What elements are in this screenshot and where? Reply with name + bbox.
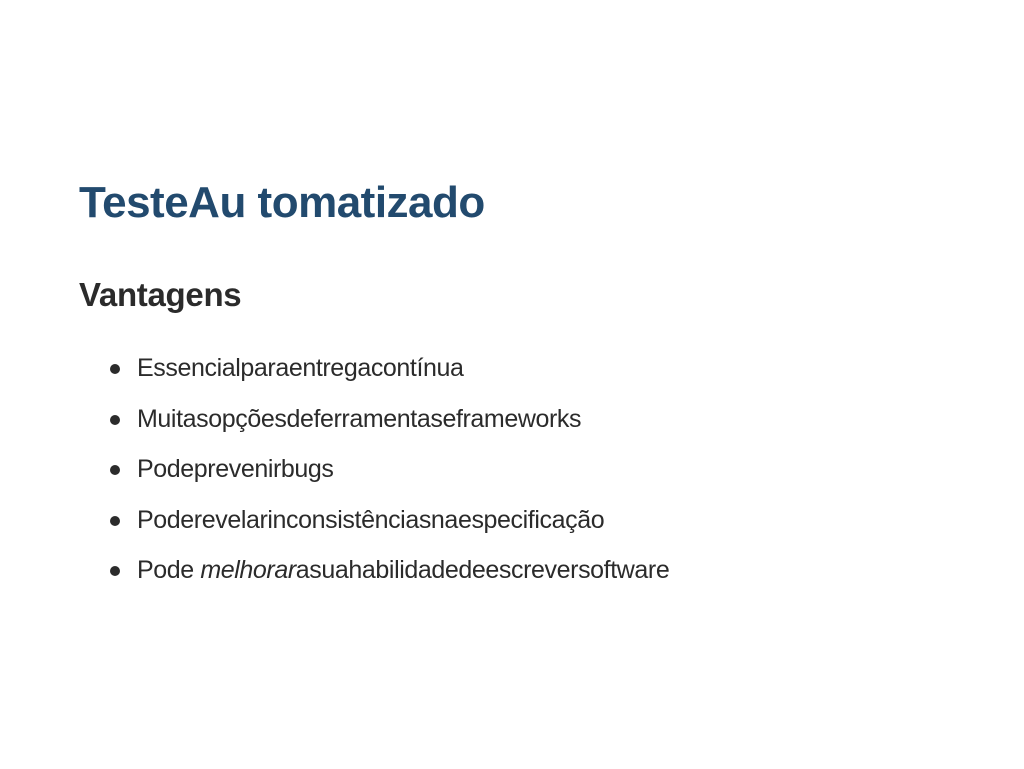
bullet-icon <box>110 516 120 526</box>
bullet-icon <box>110 415 120 425</box>
bullet-text: Essencialparaentregacontínua <box>137 354 464 382</box>
bullet-text: Poderevelarinconsistênciasnaespecificação <box>137 505 605 534</box>
bullet-text-mixed <box>137 550 669 590</box>
bullet-suffix: asuahabilidadedeescreversoftware <box>295 556 670 584</box>
bullet-icon <box>110 364 120 374</box>
bullet-prefix: Pode <box>137 556 201 584</box>
slide-subtitle: Vantagens <box>79 276 242 313</box>
bullet-text: Muitasopçõesdeferramentaseframeworks <box>137 404 582 433</box>
slide-title: TesteAu tomatizado <box>79 178 485 227</box>
bullet-icon <box>110 465 120 475</box>
bullet-text: Podeprevenirbugs <box>137 455 334 483</box>
bullet-emphasis: melhorar <box>200 556 296 584</box>
bullet-icon <box>110 566 120 576</box>
